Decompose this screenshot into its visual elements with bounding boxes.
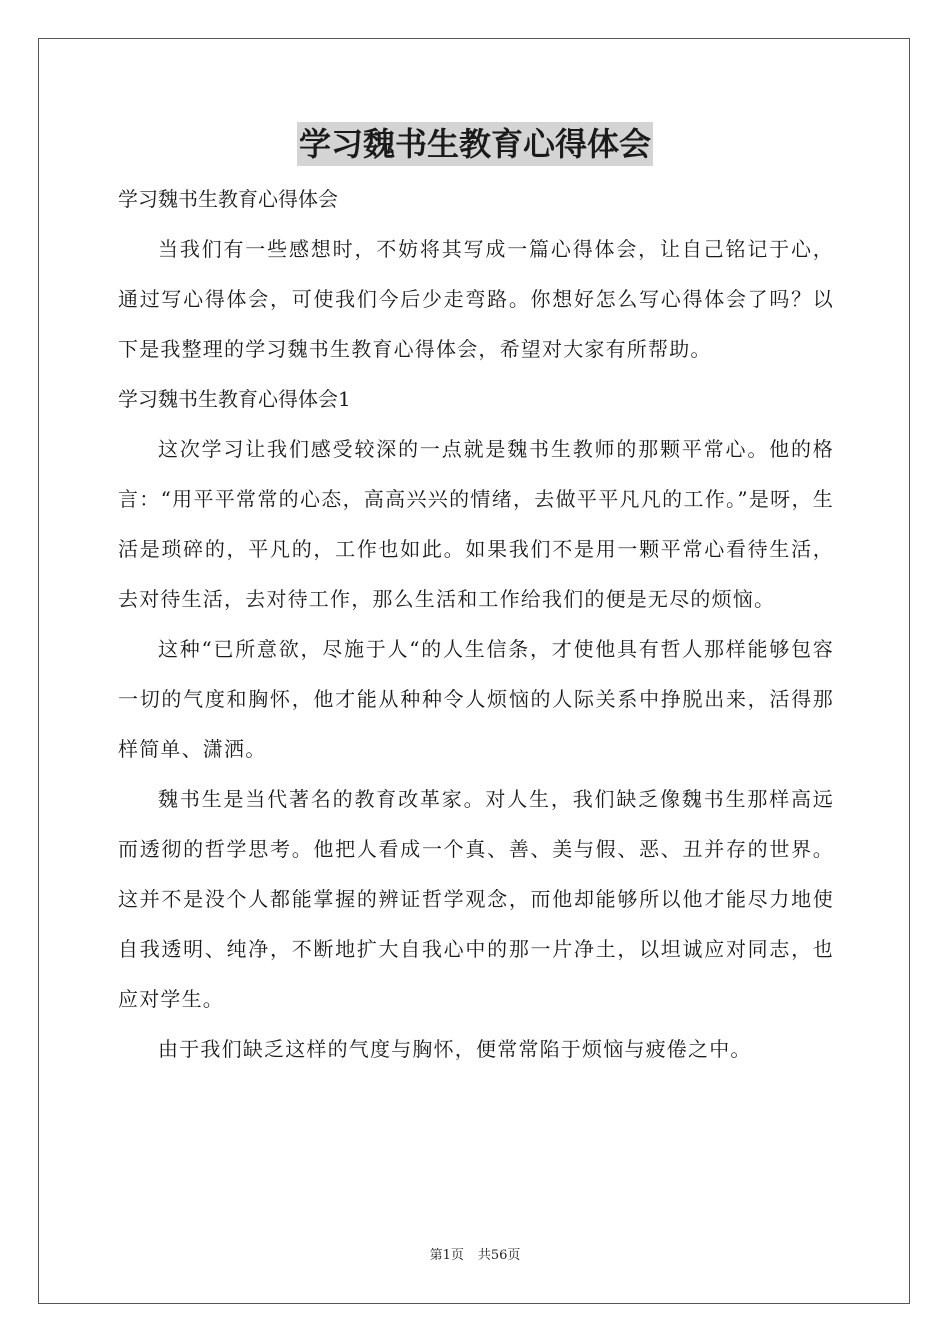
document-heading: 学习魏书生教育心得体会: [118, 187, 338, 211]
body-paragraph: 魏书生是当代著名的教育改革家。对人生，我们缺乏像魏书生那样高远而透彻的哲学思考。他把人看成一个真、善、美与假、恶、丑并存的世界。这并不是没个人都能掌握的辨证哲学观念，而他却能够所以他才能尽力地使自我透明、纯净，不断地扩大自我心中的那一片净土，以坦诚应对同志，也应对学生。: [118, 787, 834, 1011]
document-body: [118, 174, 834, 1074]
title-area: [0, 122, 950, 166]
body-paragraph: 由于我们缺乏这样的气度与胸怀，便常常陷于烦恼与疲倦之中。: [158, 1037, 752, 1061]
body-paragraph: 这种“已所意欲，尽施于人“的人生信条，才使他具有哲人那样能够包容一切的气度和胸怀，他才能从种种令人烦恼的人际关系中挣脱出来，活得那样简单、潇洒。: [118, 637, 834, 761]
body-paragraph: 这次学习让我们感受较深的一点就是魏书生教师的那颗平常心。他的格言：“用平平常常的心态，高高兴兴的情绪，去做平平凡凡的工作。”是呀，生活是琐碎的，平凡的，工作也如此。如果我们不是用一颗平常心看待生活，去对待生活，去对待工作，那么生活和工作给我们的便是无尽的烦恼。: [118, 437, 834, 611]
page-total: 共56页: [477, 1248, 521, 1263]
section-heading: 学习魏书生教育心得体会1: [118, 387, 351, 411]
intro-paragraph: 当我们有一些感想时，不妨将其写成一篇心得体会，让自己铭记于心，通过写心得体会，可使我们今后少走弯路。你想好怎么写心得体会了吗？以下是我整理的学习魏书生教育心得体会，希望对大家有所帮助。: [118, 237, 834, 361]
document-title: 学习魏书生教育心得体会: [297, 122, 653, 166]
page-footer: [0, 1244, 950, 1263]
page-number: 第1页: [429, 1248, 464, 1263]
